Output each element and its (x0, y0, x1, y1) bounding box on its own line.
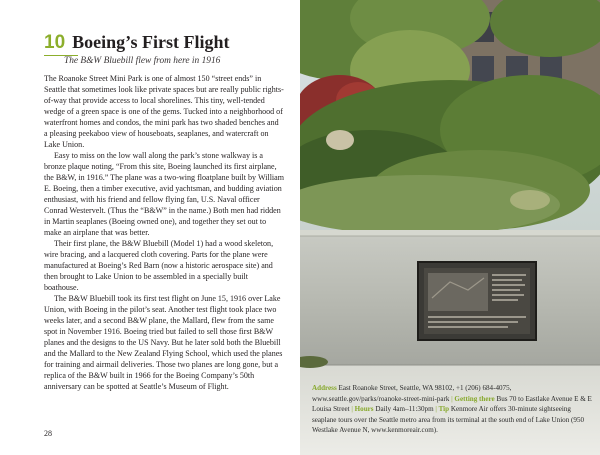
paragraph: The Roanoke Street Mini Park is one of almost 150 “street ends” in Seattle that sometimes look like private spaces but are really public rights-of-way that provide access to local shorelines. This tiny, well-tended wedge of a green space is one of the gems. Tucked into a neighborhood of waterfront homes and condos, the mini park has two shaded benches and a pleasing peekaboo view of houseboats, seaplanes, and watercraft on Lake Union. (44, 74, 284, 149)
caption-separator: | (435, 405, 439, 413)
body-text (44, 73, 284, 392)
chapter-subtitle: The B&W Bluebill flew from here in 1916 (64, 56, 221, 66)
hours-label: Hours (354, 405, 374, 413)
chapter-heading (44, 32, 284, 66)
paragraph: Their first plane, the B&W Bluebill (Model 1) had a wood skeleton, wire bracing, and a lacquered cloth covering. Parts for the plane were manufactured at Boeing’s Red Barn (now a historic aerospace site) and then brought to Lake Union to be assembled in a specially built boathouse. (44, 239, 274, 292)
getting-there-label: Getting there (454, 394, 495, 403)
getting-there-text: Bus 70 to Eastlake Avenue E & E Louisa Street (312, 394, 592, 413)
hours-text: Daily 4am–11:30pm (375, 405, 434, 413)
page-number: 28 (44, 429, 52, 438)
chapter-number: 10 (44, 32, 66, 53)
tip-label: Tip (438, 405, 450, 413)
chapter-title-line (44, 32, 284, 54)
paragraph: Easy to miss on the low wall along the park’s stone walkway is a bronze plaque noting, “From this site, Boeing launched its first airplane, the B&W, in 1916.” The plane was a two-wing floatplane built by William E. Boeing, then a timber executive, avid yachtsman, and budding aviation enthusiast, with his friend and fellow flying fan, U.S. Naval officer Conrad Westervelt. (Thus the “B&W” in the name.) Both men had ridden in Martin seaplanes (Boeing owned one), and together they set out to make an airplane that was better. (44, 151, 284, 237)
paragraph: The B&W Bluebill took its first test flight on June 15, 1916 over Lake Union, with Boeing in the pilot’s seat. Another test flight took place two weeks later, and a second B&W plane, the Mallard, flew from the same spot in November 1916. Boeing tried but failed to sell those first B&W planes and the designs to the US Navy. But he later sold both the Bluebill and the Mallard to the New Zealand Flying School, which used the planes for training and airmail deliveries. Those two planes are long gone, but a replica of the B&W built in 1966 for the Boeing Company’s 50th anniversary can be spotted at Seattle’s Museum of Flight. (44, 294, 283, 391)
address-text: East Roanoke Street, Seattle, WA 98102, +1 (206) 684-4075, www.seattle.gov/parks/roanoke-street-mini-park (312, 384, 512, 403)
chapter-underline (44, 55, 78, 56)
chapter-title: Boeing’s First Flight (72, 32, 230, 52)
address-label: Address (312, 384, 337, 392)
caption-separator: | (451, 394, 455, 403)
photo-caption (312, 383, 594, 436)
tip-text: Kenmore Air offers 30-minute sightseeing seaplane tours over the Seattle metro area from its terminal at the south end of Lake Union (950 Westlake Avenue N, www.kenmoreair.com). (312, 405, 585, 434)
right-page (300, 0, 600, 455)
caption-separator: | (351, 405, 355, 413)
